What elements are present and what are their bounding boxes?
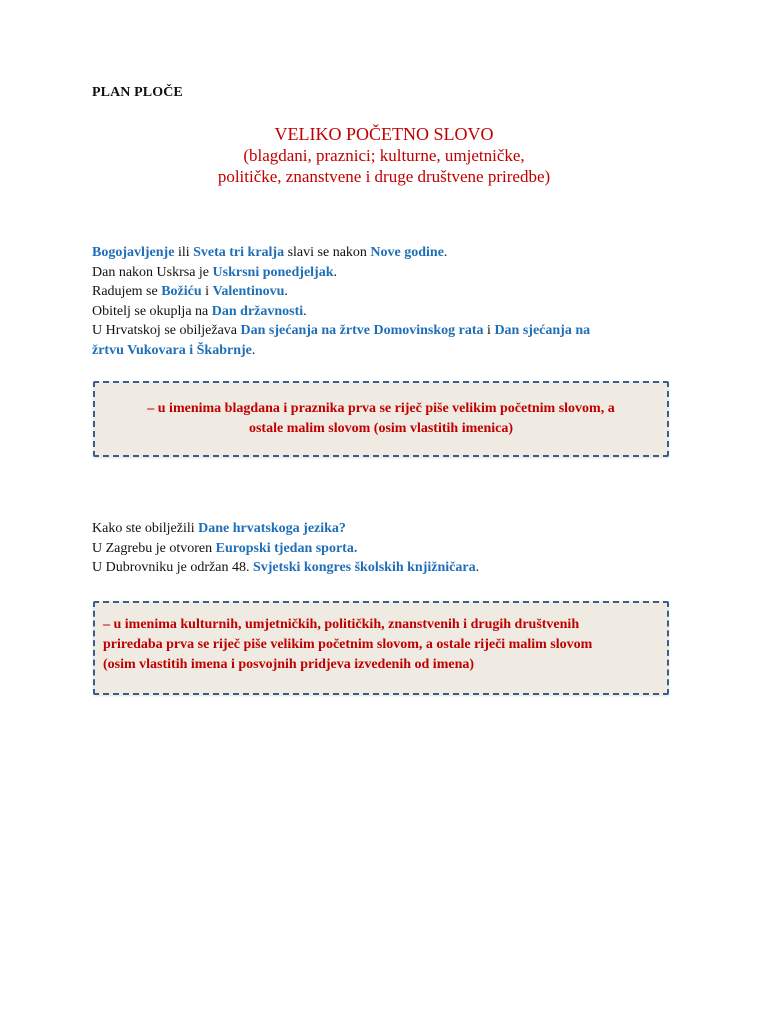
highlighted-term: Dan sjećanja na žrtve Domovinskog rata — [240, 323, 484, 338]
example-sentence: Obitelj se okuplja na Dan državnosti. — [92, 303, 307, 319]
rule-box-events — [93, 601, 669, 695]
examples-holidays — [92, 243, 682, 360]
highlighted-term: Bogojavljenje — [92, 245, 175, 260]
highlighted-term: Valentinovu — [212, 284, 285, 299]
highlighted-term: žrtvu Vukovara i Škabrnje — [92, 342, 252, 358]
example-sentence: Bogojavljenje ili Sveta tri kralja slavi se nakon Nove godine. — [92, 245, 448, 260]
example-sentence: žrtvu Vukovara i Škabrnje. — [92, 342, 256, 358]
examples-events — [92, 519, 682, 578]
highlighted-term: Sveta tri kralja — [193, 245, 285, 260]
example-sentence: Dan nakon Uskrsa je Uskrsni ponedjeljak. — [92, 264, 337, 280]
highlighted-term: Uskrsni ponedjeljak — [212, 264, 334, 280]
rule-box-holidays — [93, 381, 669, 457]
highlighted-term: Dan sjećanja na — [494, 323, 591, 338]
title-line-2: (blagdani, praznici; kulturne, umjetničke, — [243, 146, 525, 165]
page-title — [92, 124, 676, 187]
example-sentence: U Zagrebu je otvoren Europski tjedan sporta. — [92, 540, 358, 556]
title-line-1: VELIKO POČETNO SLOVO — [274, 124, 494, 144]
title-line-3: političke, znanstvene i druge društvene priredbe) — [217, 167, 551, 186]
highlighted-term: Europski tjedan sporta. — [215, 540, 358, 556]
highlighted-term: Nove godine — [370, 245, 444, 260]
example-sentence: U Hrvatskoj se obilježava Dan sjećanja na žrtve Domovinskog rata i Dan sjećanja na — [92, 323, 591, 338]
page-heading: PLAN PLOČE — [92, 85, 183, 100]
highlighted-term: Svjetski kongres školskih knjižničara — [252, 560, 476, 575]
example-sentence: U Dubrovniku je održan 48. Svjetski kongres školskih knjižničara. — [92, 560, 480, 575]
rule-line: (osim vlastitih imena i posvojnih pridjeva izvedenih od imena) — [103, 657, 475, 672]
highlighted-term: Dan državnosti — [211, 303, 304, 319]
example-sentence: Kako ste obilježili Dane hrvatskoga jezika? — [92, 521, 346, 536]
highlighted-term: Božiću — [161, 284, 202, 299]
rule-line: priredaba prva se riječ piše velikim početnim slovom, a ostale riječi malim slovom — [103, 637, 593, 652]
rule-line: ostale malim slovom (osim vlastitih imenica) — [248, 421, 514, 436]
example-sentence: Radujem se Božiću i Valentinovu. — [92, 284, 288, 299]
highlighted-term: Dane hrvatskoga jezika? — [198, 521, 346, 536]
rule-line: – u imenima kulturnih, umjetničkih, političkih, znanstvenih i drugih društvenih — [103, 617, 580, 632]
rule-line: – u imenima blagdana i praznika prva se riječ piše velikim početnim slovom, a — [147, 401, 615, 416]
